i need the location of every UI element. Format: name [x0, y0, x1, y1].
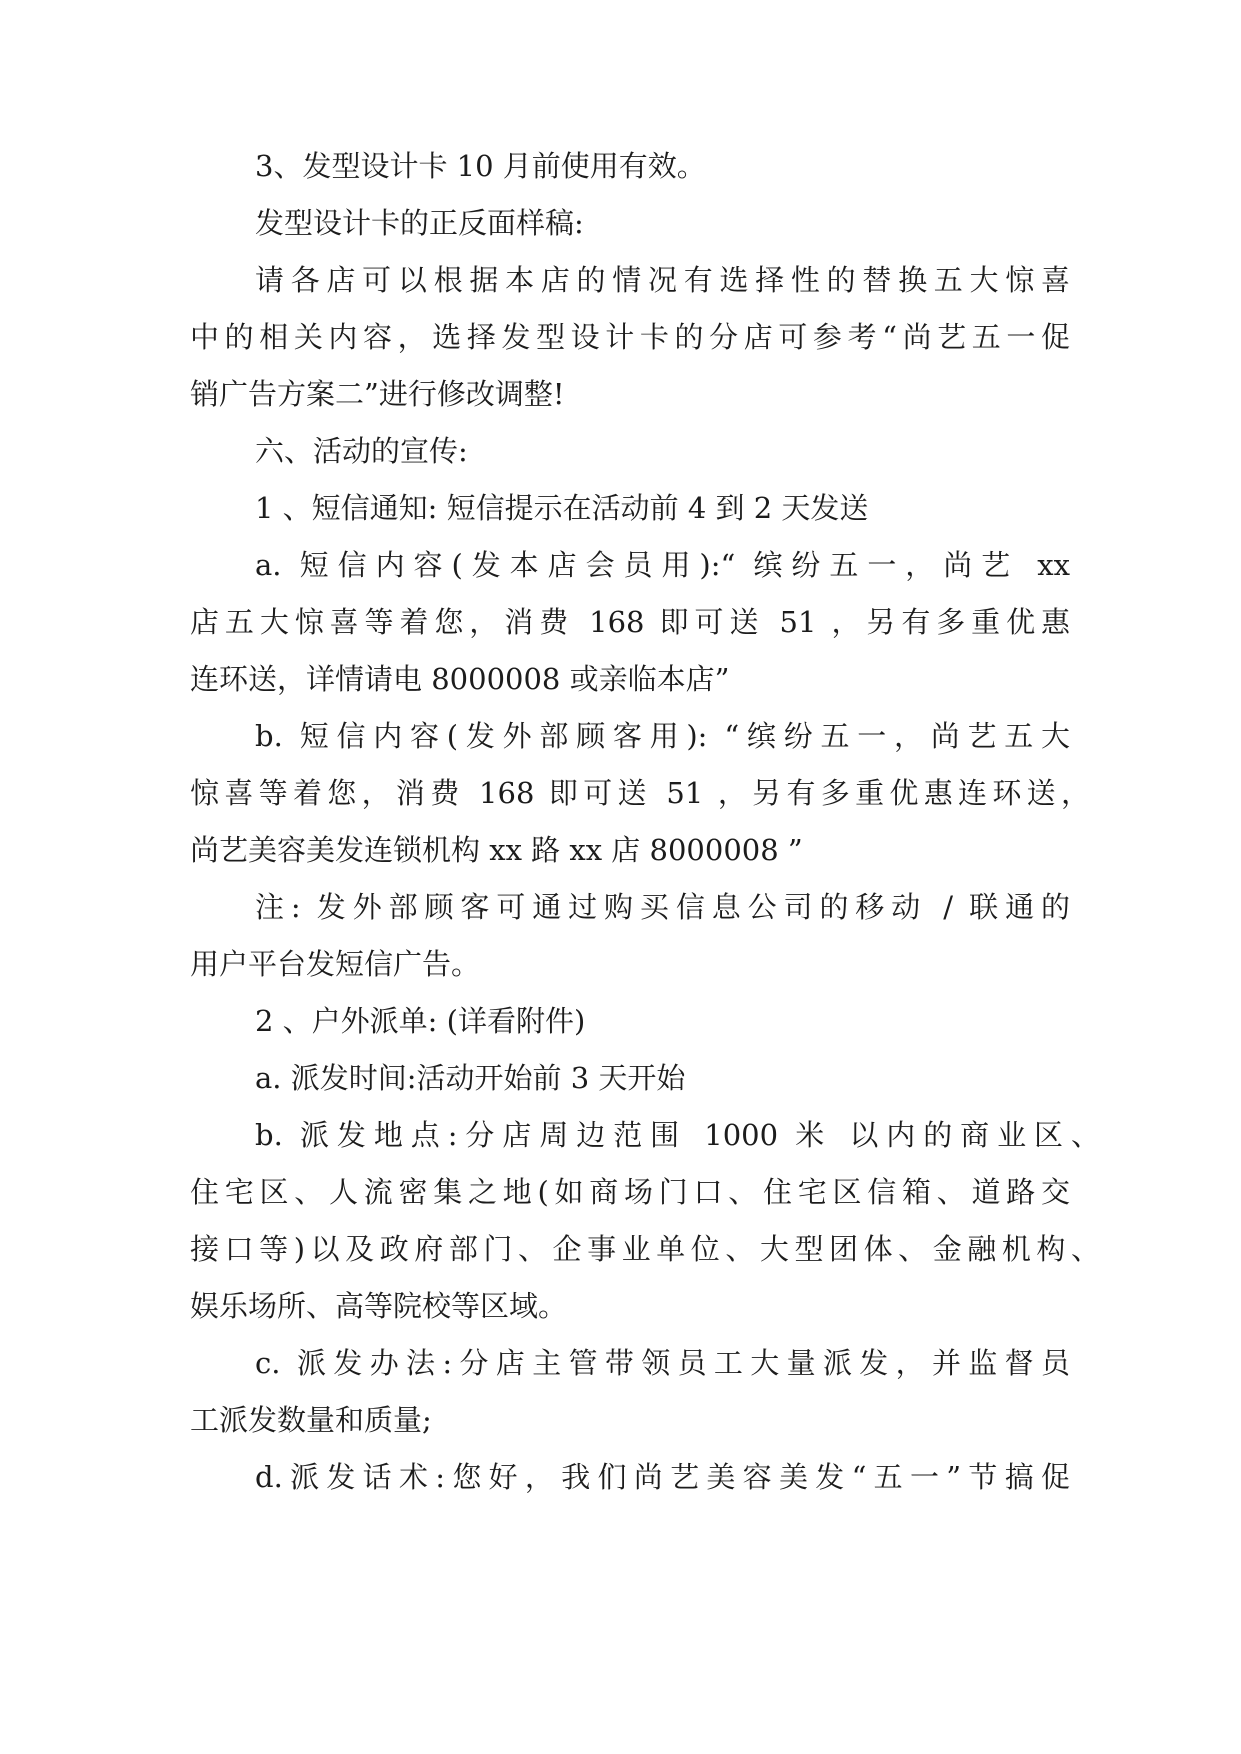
text-line: 尚艺美容美发连锁机构 xx 路 xx 店 8000008 ” — [190, 833, 803, 867]
text-line: a. 派发时间:活动开始前 3 天开始 — [255, 1061, 686, 1095]
text-line: 销广告方案二”进行修改调整! — [190, 377, 565, 411]
text-line: a. 短信内容(发本店会员用):“ 缤纷五一，尚艺 xx — [255, 548, 1070, 582]
text-line: 工派发数量和质量; — [190, 1403, 432, 1437]
text-line: 3、发型设计卡 10 月前使用有效。 — [255, 149, 706, 183]
text-line: 连环送，详情请电 8000008 或亲临本店” — [190, 662, 730, 696]
text-line: 接口等)以及政府部门、企事业单位、大型团体、金融机构、 — [190, 1232, 1100, 1266]
text-line: 中的相关内容，选择发型设计卡的分店可参考“尚艺五一促 — [190, 320, 1070, 354]
text-line: 2 、户外派单: (详看附件) — [255, 1004, 586, 1038]
text-line: b. 派发地点:分店周边范围 1000 米 以内的商业区、 — [255, 1118, 1100, 1152]
text-line: 六、活动的宣传: — [255, 434, 468, 468]
text-line: 请各店可以根据本店的情况有选择性的替换五大惊喜 — [255, 263, 1070, 297]
text-line: 发型设计卡的正反面样稿: — [255, 206, 584, 240]
text-line: c. 派发办法:分店主管带领员工大量派发，并监督员 — [255, 1346, 1070, 1380]
text-line: 用户平台发短信广告。 — [190, 947, 481, 981]
text-line: d.派发话术:您好，我们尚艺美容美发“五一”节搞促 — [255, 1460, 1070, 1494]
text-line: b. 短信内容(发外部顾客用): “缤纷五一，尚艺五大 — [255, 719, 1070, 753]
text-line: 注: 发外部顾客可通过购买信息公司的移动 / 联通的 — [255, 890, 1070, 924]
text-line: 住宅区、人流密集之地(如商场门口、住宅区信箱、道路交 — [190, 1175, 1070, 1209]
text-line: 店五大惊喜等着您，消费 168 即可送 51 ，另有多重优惠 — [190, 605, 1070, 639]
text-line: 娱乐场所、高等院校等区域。 — [190, 1289, 568, 1323]
text-line: 惊喜等着您，消费 168 即可送 51 ，另有多重优惠连环送， — [190, 776, 1090, 810]
text-line: 1 、短信通知: 短信提示在活动前 4 到 2 天发送 — [255, 491, 869, 525]
